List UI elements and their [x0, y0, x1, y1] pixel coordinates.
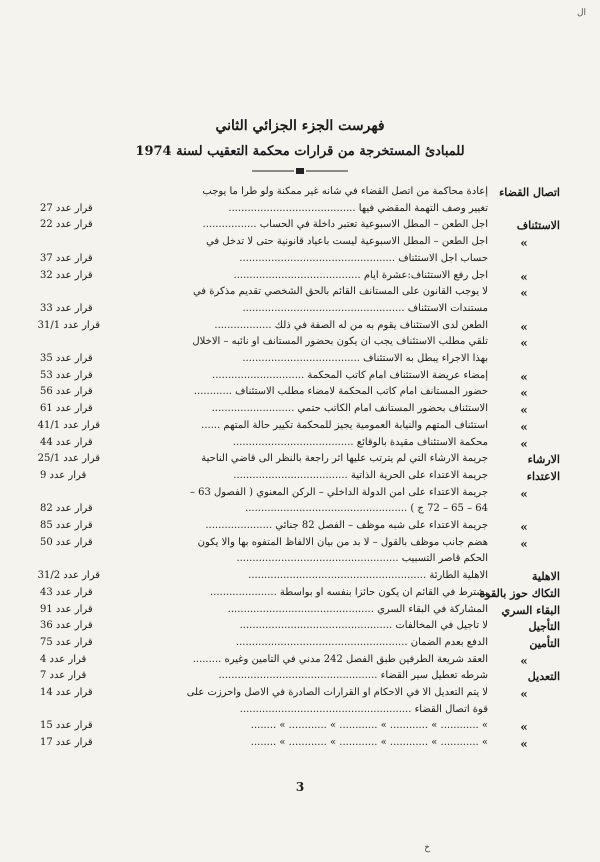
index-entry: هضم جانب موظف بالقول – لا بد من بيان الالفاظ المتفوه بها والا يكون — [197, 536, 488, 548]
index-entry: الطعن لدى الاستئناف يقوم به من له الصفة في ذلك .................. — [214, 319, 488, 331]
ornament-divider — [250, 166, 350, 176]
index-row — [40, 503, 560, 520]
index-row — [40, 604, 560, 621]
index-entry: استئناف المتهم والنيابة العمومية يجيز للمحكمة تكيير حالة المتهم ...... — [201, 419, 488, 431]
decision-reference: قرار عدد 4 — [40, 653, 87, 665]
index-category: التكاك حوز بالقوة — [479, 586, 560, 600]
index-row — [40, 336, 560, 353]
index-row — [40, 553, 560, 570]
index-category: الارشاء — [527, 453, 560, 467]
index-row — [40, 670, 560, 687]
decision-reference: قرار عدد 43 — [40, 586, 93, 598]
index-row — [40, 236, 560, 253]
index-entry: يشترط في القائم ان يكون حائزا بنفسه أو بواسطة ..................... — [210, 586, 488, 598]
index-entry: تلقي مطلب الاستئناف يجب أن يكون بحضور المستأنف او نائبه – الاخلال — [192, 336, 488, 348]
index-entry: محكمة الاستئناف مقيدة بالوقائع ...................................... — [232, 436, 488, 448]
index-row — [40, 737, 560, 754]
index-entry: لا يوجب القانون على المستأنف القائم بالحق الشخصي تقديم مذكرة في — [192, 286, 488, 298]
decision-reference: قرار عدد 9 — [40, 469, 87, 481]
decision-reference: قرار عدد 36 — [40, 620, 93, 632]
index-row — [40, 286, 560, 303]
decision-reference: قرار عدد 82 — [40, 503, 93, 515]
index-row — [37, 570, 560, 587]
decision-reference: قرار عدد 17 — [40, 737, 93, 749]
index-entry: جريمة الاعتداء على أمن الدولة الداخلي – الركن المعنوي ( الفصول 63 – — [189, 486, 488, 498]
index-category: » — [520, 737, 528, 752]
decision-reference: قرار عدد 14 — [40, 687, 93, 698]
index-category: التأجيل — [528, 620, 560, 634]
index-category: » — [520, 236, 528, 251]
index-entry: تغيير وصف التهمة المقضي فيها ........................................ — [228, 202, 488, 214]
decision-reference: قرار عدد 44 — [40, 436, 93, 448]
index-category: البقاء السري — [501, 603, 560, 617]
index-entry: مستندات الاستئناف ................................................... — [242, 302, 488, 314]
decision-reference: قرار عدد 15 — [40, 720, 93, 732]
index-category: التأمين — [529, 636, 560, 650]
index-entry: شرطه تعطيل سير القضاء .................................................. — [218, 670, 488, 682]
decision-reference: قرار عدد 35 — [40, 353, 93, 364]
index-category: » — [520, 520, 528, 534]
index-row — [37, 319, 560, 337]
decision-reference: قرار عدد 32 — [40, 269, 93, 281]
index-entry: الحكم قاصر التسبيب ................................................... — [236, 553, 488, 565]
index-row — [40, 303, 560, 320]
index-category: » — [520, 720, 528, 735]
index-entry: اجل الطعن – المطل الاسبوعية ليست باعياد قانونية حتى لا تدخل في — [206, 236, 488, 248]
index-row — [40, 654, 560, 671]
decision-reference: قرار عدد 50 — [40, 536, 93, 548]
index-entry: اجل رفع الاستئناف:عشرة أيام ........................................ — [233, 269, 488, 281]
decision-reference: قرار عدد 31/2 — [37, 570, 100, 582]
index-entry: » ............ » ............ » ............ » ............ » ........ — [250, 720, 488, 732]
index-row — [40, 270, 560, 287]
index-category: الاعتداء — [526, 469, 560, 483]
index-entry: الاستئناف بحضور المستأنف أمام الكاتب حتمي .......................... — [211, 403, 488, 415]
index-entry: الاهلية الطارئة ........................................................ — [248, 570, 488, 582]
index-entry: الدفع بعدم الضمان ...................................................... — [235, 636, 488, 648]
decision-reference: قرار عدد 91 — [40, 603, 93, 615]
index-category: » — [520, 269, 528, 284]
decision-reference: قرار عدد 25/1 — [37, 453, 100, 465]
index-entry: لا يتم التعديل الا في الاحكام أو القرارات الصادرة في الاصل واحرزت على — [186, 687, 488, 698]
index-entry: 64 – 65 – 72 ج ) ................................................... — [245, 503, 488, 515]
index-category: » — [520, 286, 528, 301]
index-row — [40, 353, 560, 370]
index-row — [40, 720, 560, 737]
decision-reference: قرار عدد 41/1 — [37, 419, 100, 431]
decision-reference: قرار عدد 61 — [40, 403, 93, 415]
index-category: الاستئناف — [516, 219, 560, 233]
index-entry: جريمة الاعتداء على الحرية الذاتية .................................... — [233, 469, 488, 481]
index-row — [40, 186, 560, 203]
index-entry: المشاركة في البقاء السري .............................................. — [227, 603, 488, 615]
index-entry: جريمة الارشاء التي لم يترتب عليها اثر راجعة بالنظر الى قاضي الناحية — [201, 453, 488, 465]
index-row — [40, 253, 560, 270]
index-row — [40, 537, 560, 554]
index-category: » — [520, 653, 528, 668]
index-row — [40, 620, 560, 637]
index-category: » — [520, 486, 528, 501]
index-entry: جريمة الاعتداء على شبه موظف – الفصل 82 جنائي ..................... — [205, 520, 488, 531]
decision-reference: قرار عدد 56 — [40, 386, 93, 398]
decision-reference: قرار عدد 7 — [40, 670, 87, 682]
decision-reference: قرار عدد 37 — [40, 252, 93, 264]
index-row — [40, 704, 560, 721]
index-title: فهرست الجزء الجزائي الثاني — [215, 118, 385, 134]
index-row — [40, 386, 560, 403]
index-entry: إمضاء عريضة الاستئناف أمام كاتب المحكمة ............................. — [212, 369, 488, 381]
index-category: التعديل — [527, 670, 560, 684]
index-row — [40, 437, 560, 454]
index-entry: اجل الطعن – المطل الاسبوعية تعتبر داخلة في الحساب ................. — [202, 219, 488, 231]
index-category: » — [520, 536, 528, 551]
decision-reference: قرار عدد 33 — [40, 302, 93, 314]
index-category: اتصال القضاء — [499, 186, 560, 199]
corner-mark: ال — [576, 8, 586, 18]
index-row — [40, 637, 560, 654]
index-row — [37, 419, 560, 437]
decision-reference: قرار عدد 22 — [40, 219, 93, 231]
page-number: 3 — [295, 780, 305, 794]
decision-reference: قرار عدد 53 — [40, 369, 93, 381]
index-entry: إعادة محاكمة من اتصل القضاء في شأنه غير ممكنة ولو طرأ ما يوجب — [202, 186, 488, 197]
index-row — [40, 219, 560, 236]
decision-reference: قرار عدد 85 — [40, 520, 93, 531]
index-row — [40, 403, 560, 420]
index-category: » — [520, 403, 528, 418]
index-category: الاهلية — [532, 570, 560, 584]
index-category: » — [520, 436, 528, 451]
index-entry: العقد شريعة الطرفين طبق الفصل 242 مدني في التأمين وغيره ......... — [192, 653, 488, 665]
index-entry: » ............ » ............ » ............ » ............ » ........ — [250, 737, 488, 749]
index-category: » — [520, 419, 528, 434]
index-row — [40, 587, 560, 604]
decision-reference: قرار عدد 75 — [40, 636, 93, 648]
index-category: » — [520, 336, 528, 351]
decision-reference: قرار عدد 31/1 — [37, 319, 100, 331]
index-row — [40, 470, 560, 487]
bottom-mark: خ — [424, 843, 430, 853]
index-subtitle: للمبادئ المستخرجة من قرارات محكمة التعقيب لسنة 1974 — [135, 144, 465, 159]
decision-reference: قرار عدد 27 — [40, 202, 93, 214]
index-category: » — [520, 319, 528, 334]
index-row — [40, 203, 560, 220]
index-row — [40, 687, 560, 704]
index-category: » — [520, 386, 528, 401]
index-entry: حضور المستأنف أمام كاتب المحكمة لامضاء مطلب الاستئناف ............ — [193, 386, 488, 398]
index-entry: بهذا الاجراء يبطل به الاستئناف ..................................... — [242, 353, 488, 364]
index-row — [37, 453, 560, 470]
index-entry: لا تأجيل في المخالفات ................................................ — [239, 620, 488, 632]
index-entry: قوة اتصال القضاء ...................................................... — [239, 703, 488, 715]
index-row — [40, 487, 560, 504]
index-category: » — [520, 369, 528, 384]
index-row — [40, 370, 560, 387]
index-category: » — [520, 687, 528, 701]
index-entry: حساب اجل الاستئناف ................................................. — [239, 252, 488, 264]
index-row — [40, 520, 560, 537]
